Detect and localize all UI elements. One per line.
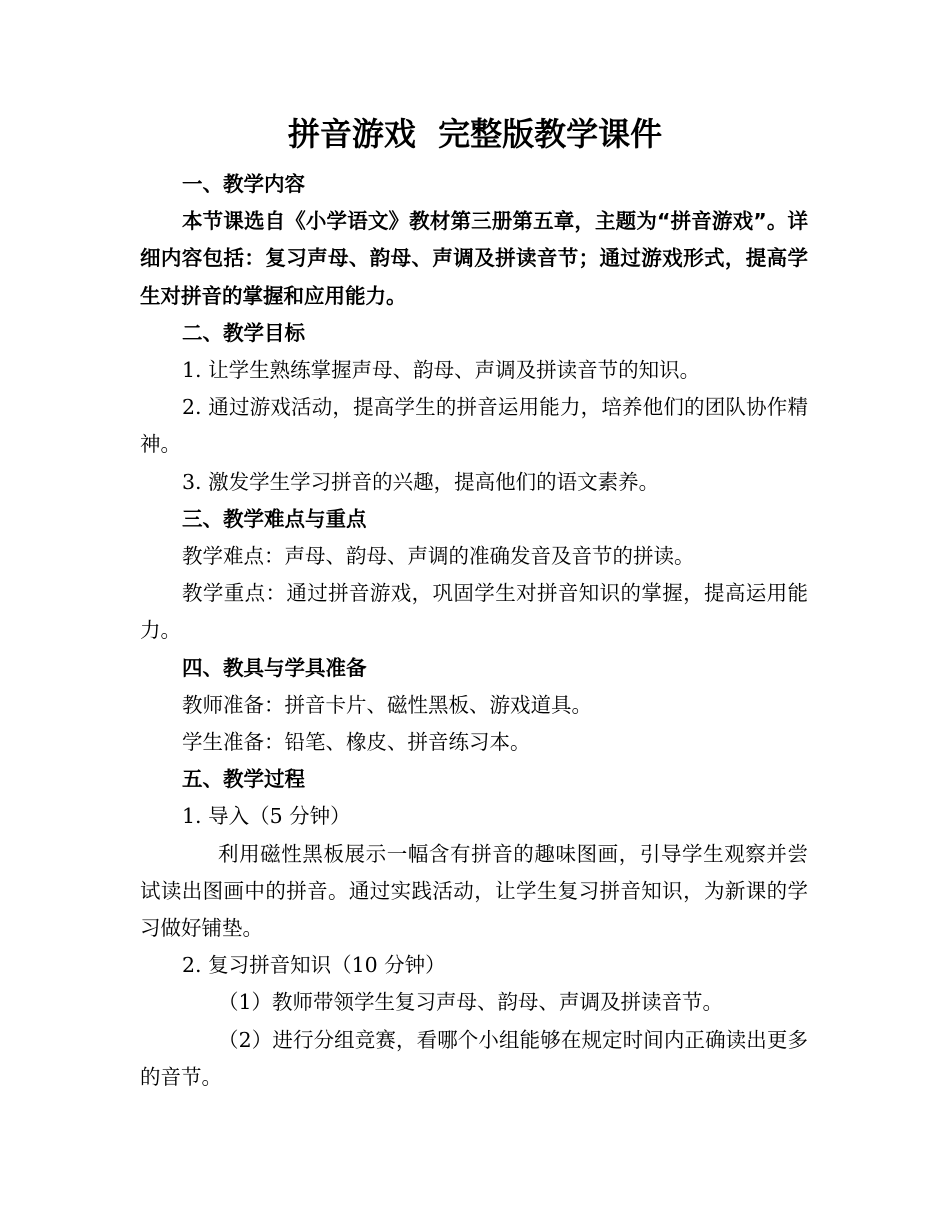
focus-text: 教学重点：通过拼音游戏，巩固学生对拼音知识的掌握，提高运用能力。 — [140, 581, 808, 643]
difficulty-text: 教学难点：声母、韵母、声调的准确发音及音节的拼读。 — [182, 544, 695, 569]
process-step-2-sub-2: （2）进行分组竞赛，看哪个小组能够在规定时间内正确读出更多的音节。 — [140, 1027, 808, 1089]
goal-item-1: 1. 让学生熟练掌握声母、韵母、声调及拼读音节的知识。 — [182, 358, 701, 383]
section-heading-process: 五、教学过程 — [182, 767, 305, 792]
teacher-materials: 教师准备：拼音卡片、磁性黑板、游戏道具。 — [182, 692, 592, 717]
process-step-1: 1. 导入（5 分钟） — [182, 804, 351, 829]
document-title: 拼音游戏 完整版教学课件 — [287, 115, 663, 153]
section-heading-key-points: 三、教学难点与重点 — [182, 506, 367, 531]
student-materials: 学生准备：铅笔、橡皮、拼音练习本。 — [182, 730, 531, 755]
section-heading-content: 一、教学内容 — [182, 172, 305, 196]
goal-item-3: 3. 激发学生学习拼音的兴趣，提高他们的语文素养。 — [182, 469, 660, 494]
goal-item-2: 2. 通过游戏活动，提高学生的拼音运用能力，培养他们的团队协作精神。 — [140, 395, 808, 457]
content-paragraph: 本节课选自《小学语文》教材第三册第五章，主题为“拼音游戏”。详细内容包括：复习声母、韵母、声调及拼读音节；通过游戏形式，提高学生对拼音的掌握和应用能力。 — [140, 209, 808, 308]
process-step-2: 2. 复习拼音知识（10 分钟） — [182, 953, 446, 978]
section-heading-goals: 二、教学目标 — [182, 320, 305, 345]
section-heading-materials: 四、教具与学具准备 — [182, 655, 367, 680]
process-step-1-text: 利用磁性黑板展示一幅含有拼音的趣味图画，引导学生观察并尝试读出图画中的拼音。通过实践活动，让学生复习拼音知识，为新课的学习做好铺垫。 — [140, 841, 808, 941]
process-step-2-sub-1: （1）教师带领学生复习声母、韵母、声调及拼读音节。 — [218, 990, 724, 1015]
document-body — [140, 166, 808, 1096]
